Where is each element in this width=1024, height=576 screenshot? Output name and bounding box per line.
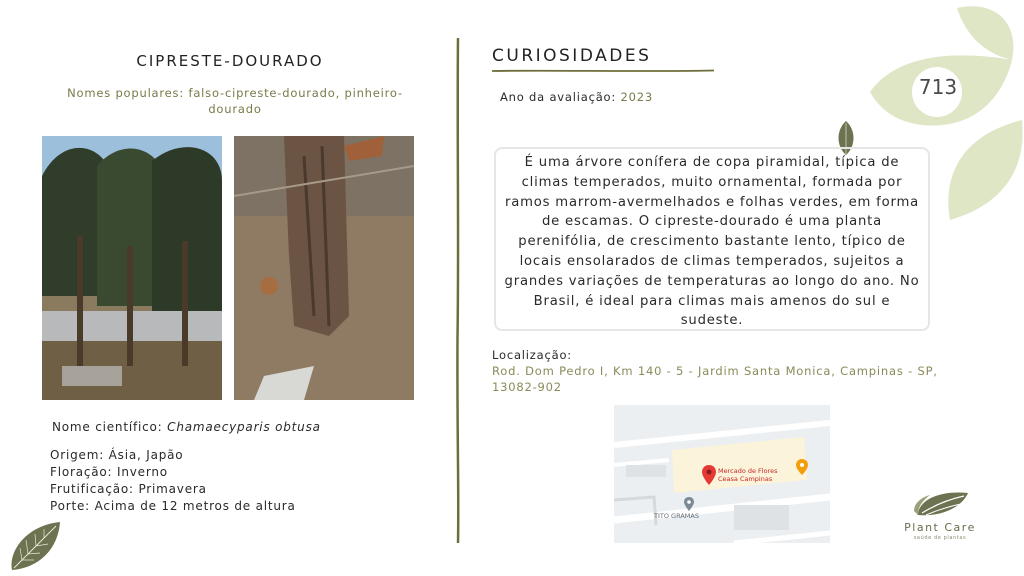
location-value: Rod. Dom Pedro I, Km 140 - 5 - Jardim Santa Monica, Campinas - SP, 13082-902 (492, 364, 938, 394)
title-underline (492, 68, 714, 74)
scientific-name (52, 420, 321, 434)
origin: Origem: Ásia, Japão (50, 448, 184, 462)
location-label: Localização: (492, 348, 572, 362)
fruiting: Frutificação: Primavera (50, 482, 207, 496)
year-label: Ano da avaliação: (500, 90, 617, 104)
logo-tagline: saúde de plantas (913, 535, 967, 541)
plant-facts (50, 447, 296, 515)
vertical-divider (455, 38, 461, 543)
map-marker-label: Mercado de Flores Ceasa Campinas (718, 467, 778, 483)
scientific-name-value: Chamaecyparis obtusa (167, 420, 321, 434)
scientific-label: Nome científico: (52, 420, 163, 434)
plant-name: CIPRESTE-DOURADO (136, 52, 324, 70)
description-box: É uma árvore conífera de copa piramidal, típica de climas temperados, muito ornamental, formada por ramos marrom-avermelhados e folhas verdes, em forma de escamas. O cipreste-dourado é uma planta perenifólia, de crescimento bastante lento, típico de locais ensolarados de climas temperados, sujeitos a grandes variações de temperaturas ao longo do ano. No Brasil, é ideal para climas mais amenos do sul e sudeste. (494, 147, 930, 331)
year-value: 2023 (620, 90, 654, 104)
location-pin-icon[interactable] (702, 465, 716, 485)
size: Porte: Acima de 12 metros de altura (50, 499, 296, 513)
tree-photo (42, 136, 222, 400)
bottom-leaf-icon (8, 520, 62, 572)
evaluation-year (500, 90, 653, 104)
flowering: Floração: Inverno (50, 465, 168, 479)
popular-names: Nomes populares: falso-cipreste-dourado, pinheiro-dourado (67, 86, 403, 116)
location-map[interactable] (614, 405, 830, 543)
logo-name: Plant Care (904, 521, 976, 534)
map-secondary-label: TITO GRAMAS (654, 512, 699, 520)
trunk-photo (234, 136, 414, 400)
gray-pin-icon[interactable] (684, 497, 694, 511)
plant-number-badge: 713 (918, 75, 958, 99)
food-pin-icon[interactable] (796, 459, 808, 475)
section-title: CURIOSIDADES (492, 46, 652, 66)
